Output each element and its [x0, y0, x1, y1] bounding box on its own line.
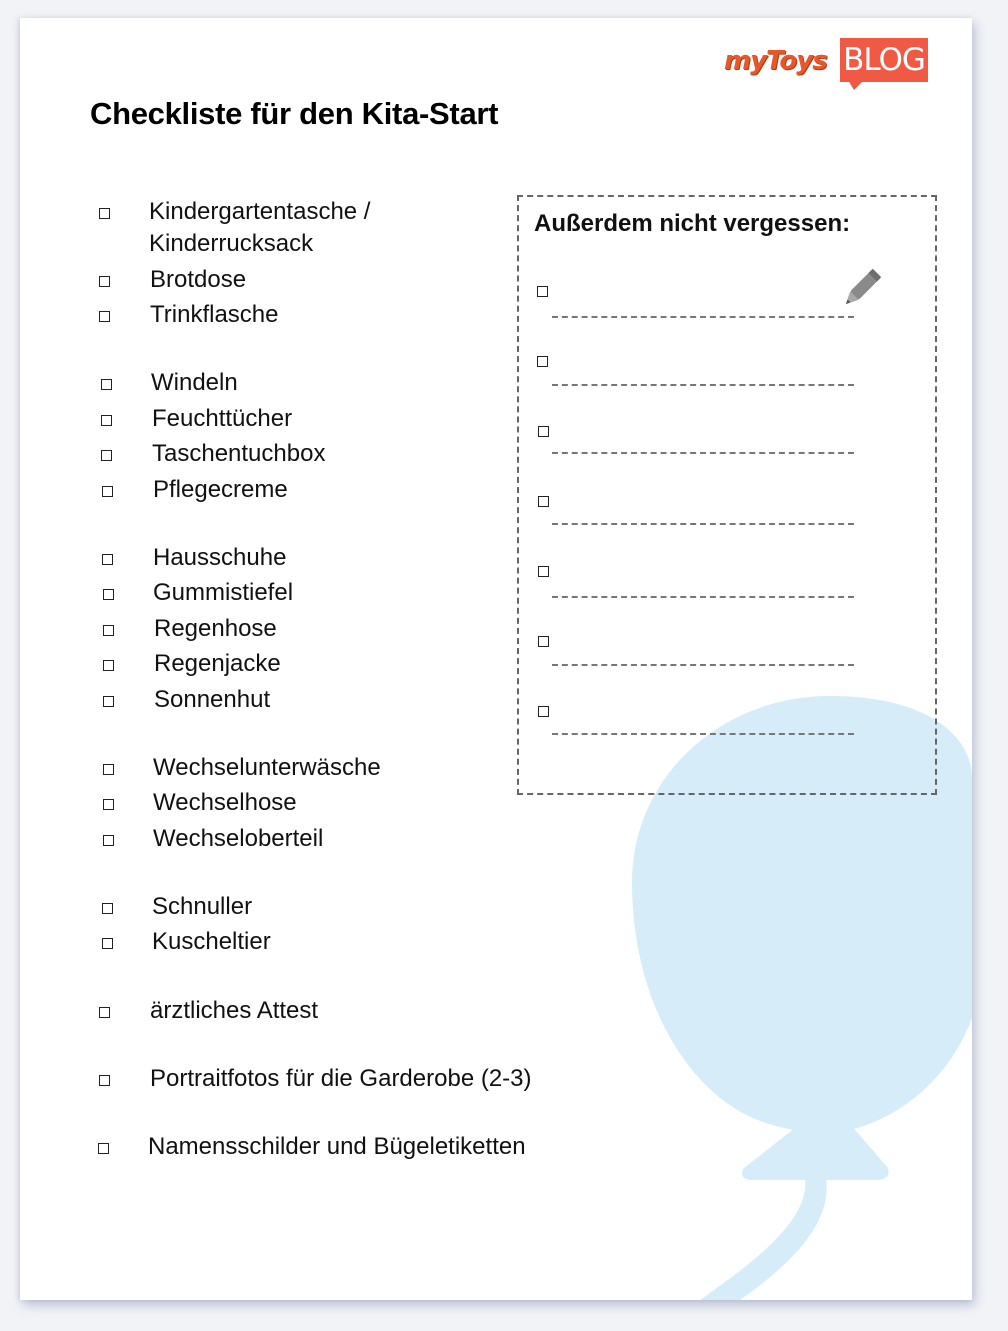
- checklist-item-label: Schnuller: [152, 893, 253, 920]
- checkbox[interactable]: [99, 276, 110, 287]
- checklist-item-label: ärztliches Attest: [150, 997, 319, 1024]
- checklist-item-label: Kuscheltier: [152, 928, 271, 955]
- blog-badge-label: BLOG: [843, 42, 925, 78]
- checklist-item-label: Namensschilder und Bügeletiketten: [148, 1133, 526, 1160]
- checklist-item-label: Hausschuhe: [153, 544, 287, 571]
- checkbox[interactable]: [103, 589, 114, 600]
- checkbox[interactable]: [103, 625, 114, 636]
- checklist-item-label: Pflegecreme: [153, 476, 288, 503]
- checklist-item-label: Wechselhose: [153, 789, 297, 816]
- write-in-line[interactable]: [552, 733, 854, 735]
- mytoys-blog-logo: [724, 38, 930, 92]
- checkbox[interactable]: [102, 938, 113, 949]
- extra-checkbox[interactable]: [537, 356, 548, 367]
- write-in-line[interactable]: [552, 664, 854, 666]
- checklist-item-label: Sonnenhut: [154, 686, 271, 713]
- checklist-page: [20, 18, 972, 1300]
- extra-checkbox[interactable]: [538, 636, 549, 647]
- extra-checkbox[interactable]: [538, 566, 549, 577]
- mytoys-wordmark: myToys: [724, 46, 827, 76]
- checkbox[interactable]: [99, 311, 110, 322]
- checkbox[interactable]: [99, 1007, 110, 1018]
- checkbox[interactable]: [101, 415, 112, 426]
- checklist-item-label: Regenhose: [154, 615, 277, 642]
- checklist-item-label: Brotdose: [150, 266, 247, 293]
- write-in-line[interactable]: [552, 452, 854, 454]
- balloon-string: [700, 1178, 827, 1300]
- checkbox[interactable]: [102, 554, 113, 565]
- checklist-item-label: Portraitfotos für die Garderobe (2-3): [150, 1065, 532, 1092]
- write-in-line[interactable]: [552, 596, 854, 598]
- checklist-item-label: Kindergartentasche /: [149, 198, 371, 225]
- checkbox[interactable]: [103, 764, 114, 775]
- checkbox[interactable]: [103, 660, 114, 671]
- checkbox[interactable]: [103, 696, 114, 707]
- balloon-knot: [742, 1124, 888, 1180]
- extra-box-title: Außerdem nicht vergessen:: [534, 210, 851, 237]
- extra-checkbox[interactable]: [537, 286, 548, 297]
- checklist-item-label: Trinkflasche: [150, 301, 279, 328]
- write-in-line[interactable]: [552, 523, 854, 525]
- checkbox[interactable]: [101, 379, 112, 390]
- extra-checkbox[interactable]: [538, 496, 549, 507]
- checklist-item-label: Wechseloberteil: [153, 825, 324, 852]
- write-in-line[interactable]: [552, 316, 854, 318]
- page-title: Checkliste für den Kita-Start: [90, 96, 499, 131]
- checkbox[interactable]: [103, 835, 114, 846]
- checkbox[interactable]: [99, 208, 110, 219]
- checkbox[interactable]: [101, 450, 112, 461]
- extra-checkbox[interactable]: [538, 706, 549, 717]
- checklist-item-label: Wechselunterwäsche: [153, 754, 381, 781]
- checklist-item-label: Taschentuchbox: [152, 440, 326, 467]
- pencil-icon: [838, 268, 882, 312]
- checkbox[interactable]: [99, 1075, 110, 1086]
- extra-checkbox[interactable]: [538, 426, 549, 437]
- checklist-item-label: Regenjacke: [154, 650, 281, 677]
- checklist-item-label: Kinderrucksack: [149, 230, 314, 257]
- checkbox[interactable]: [98, 1143, 109, 1154]
- checklist-item-label: Windeln: [151, 369, 238, 396]
- checkbox[interactable]: [102, 903, 113, 914]
- blog-badge-tail: [848, 80, 864, 90]
- checkbox[interactable]: [103, 799, 114, 810]
- checklist-item-label: Feuchttücher: [152, 405, 293, 432]
- write-in-line[interactable]: [552, 384, 854, 386]
- checkbox[interactable]: [102, 486, 113, 497]
- checklist-item-label: Gummistiefel: [153, 579, 294, 606]
